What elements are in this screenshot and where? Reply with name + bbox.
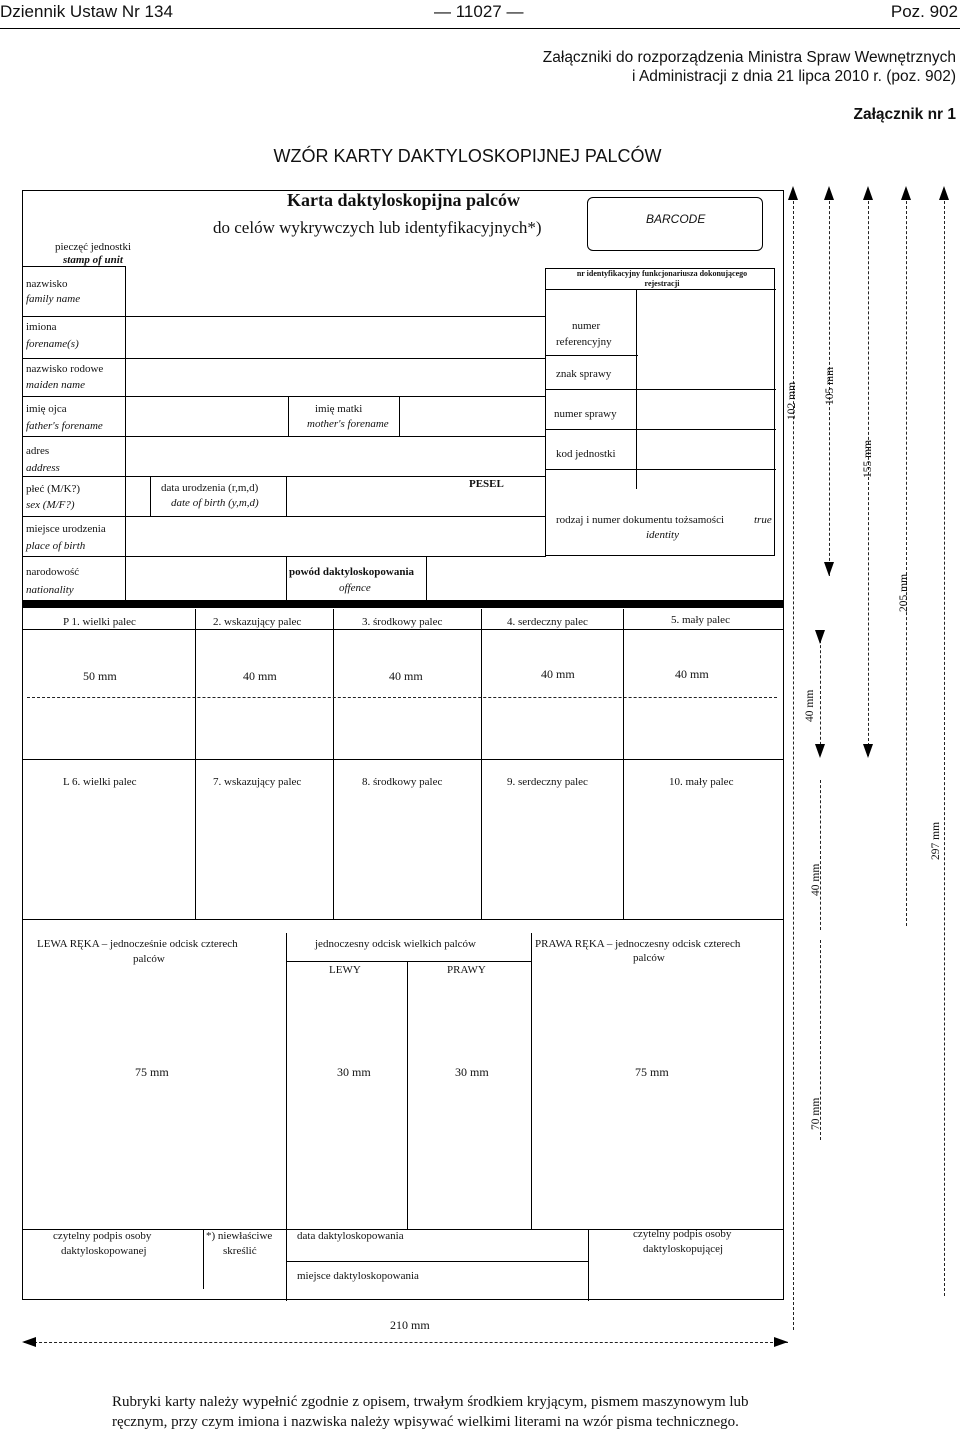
field-pesel: PESEL (469, 478, 504, 490)
finger-r1: P 1. wielki palec (63, 616, 136, 628)
annex-label: Załącznik nr 1 (853, 106, 956, 123)
dim-105: 105 mm (824, 366, 836, 405)
finger-r2: 2. wskazujący palec (213, 616, 302, 628)
sig-officer-label: czytelny podpis osoby (633, 1228, 732, 1240)
dim-155: 155 mm (862, 439, 874, 478)
instructions-line1: Rubryki karty należy wypełnić zgodnie z opisem, trwałym środkiem kryjącym, pismem maszynowym lub (112, 1394, 749, 1410)
dim-102: 102 mm (786, 381, 798, 420)
dim-40b: 40 mm (810, 863, 822, 896)
id-document-label-en2: identity (646, 529, 679, 541)
date-label: data daktyloskopowania (297, 1230, 404, 1242)
officer-id-label: nr identyfikacyjny funkcjonariusza dokonującego rejestracji (576, 269, 748, 288)
finger-l9: 9. serdeczny palec (507, 776, 588, 788)
finger-l8: 8. środkowy palec (362, 776, 443, 788)
field-maiden-name: nazwisko rodowe (26, 363, 104, 375)
admin-panel (545, 268, 775, 556)
field-nationality: narodowość (26, 566, 80, 578)
finger-r4: 4. serdeczny palec (507, 616, 588, 628)
dim-210: 210 mm (390, 1318, 430, 1332)
thumbs-label: jednoczesny odcisk wielkich palców (315, 938, 476, 950)
id-document-label-en1: true (754, 514, 772, 526)
dim-w5: 40 mm (675, 667, 709, 681)
field-mother-en: mother's forename (307, 418, 389, 430)
dim-w2: 40 mm (243, 669, 277, 683)
ref-number-label: numer (572, 320, 601, 332)
dim-s2: 30 mm (337, 1065, 371, 1079)
finger-l7: 7. wskazujący palec (213, 776, 302, 788)
position-number: Poz. 902 (890, 2, 958, 21)
case-mark-label: znak sprawy (556, 368, 612, 380)
field-birthplace-en: place of birth (26, 540, 86, 552)
instructions (112, 1392, 749, 1432)
annex-note (543, 48, 956, 86)
field-address-en: address (26, 462, 60, 474)
field-father-en: father's forename (26, 420, 103, 432)
annex-note-line2: i Administracji z dnia 21 lipca 2010 r. (poz. 902) (632, 68, 956, 85)
dim-40a: 40 mm (804, 689, 816, 722)
field-dob: data urodzenia (r,m,d) (161, 482, 259, 494)
field-nationality-en: nationality (26, 584, 74, 596)
document-title (0, 146, 960, 167)
field-surname-en: family name (26, 293, 81, 305)
left-hand-label-2: palców (133, 953, 165, 965)
field-offence: powód daktyloskopowania (289, 566, 415, 578)
finger-r5: 5. mały palec (671, 614, 730, 626)
field-offence-en: offence (339, 582, 371, 594)
field-mother: imię matki (315, 403, 363, 415)
finger-r3: 3. środkowy palec (362, 616, 443, 628)
ref-number-label-2: referencyjny (556, 336, 612, 348)
field-forenames: imiona (26, 321, 57, 333)
thumb-left-label: LEWY (329, 964, 361, 976)
journal-name: Dziennik Ustaw Nr 134 (0, 2, 173, 21)
dim-w1: 50 mm (83, 669, 117, 683)
dim-w4: 40 mm (541, 667, 575, 681)
dimension-arrows-svg (780, 186, 960, 1306)
page-header (0, 0, 960, 29)
width-arrows-svg (20, 1334, 792, 1352)
field-address: adres (26, 445, 50, 457)
sig-person-label-2: daktyloskopowanej (61, 1245, 147, 1257)
card-title: Karta daktyloskopijna palców (287, 190, 521, 210)
stamp-label-en: stamp of unit (63, 254, 123, 266)
annex-note-line1: Załączniki do rozporządzenia Ministra Spraw Wewnętrznych (542, 49, 956, 66)
dim-205: 205 mm (898, 573, 910, 612)
field-surname: nazwisko (26, 278, 68, 290)
dim-s1: 75 mm (135, 1065, 169, 1079)
field-birthplace: miejsce urodzenia (26, 523, 106, 535)
dim-70: 70 mm (810, 1097, 822, 1130)
dim-w3: 40 mm (389, 669, 423, 683)
fingerprint-card (22, 190, 784, 1300)
right-hand-label: PRAWA RĘKA – jednoczesny odcisk czterech (535, 938, 741, 950)
stamp-label: pieczęć jednostki (55, 241, 132, 253)
page-number: — 11027 — (434, 2, 524, 21)
field-sex: płeć (M/K?) (26, 483, 81, 495)
barcode-label: BARCODE (646, 212, 706, 226)
field-maiden-name-en: maiden name (26, 379, 85, 391)
strike-note-2: skreślić (223, 1245, 257, 1257)
right-hand-label-2: palców (633, 952, 665, 964)
finger-l10: 10. mały palec (669, 776, 734, 788)
id-document-label: rodzaj i numer dokumentu tożsamości (556, 514, 725, 526)
thumb-right-label: PRAWY (447, 964, 486, 976)
left-hand-label: LEWA RĘKA – jednocześnie odcisk czterech (37, 938, 238, 950)
sig-person-label: czytelny podpis osoby (53, 1230, 152, 1242)
sig-officer-label-2: daktyloskopującej (643, 1243, 724, 1255)
field-father: imię ojca (26, 403, 67, 415)
dim-297: 297 mm (930, 821, 942, 860)
instructions-line2: ręcznym, przy czym imiona i nazwiska należy wpisywać wielkimi literami na wzór pisma technicznego. (112, 1414, 739, 1430)
strike-note: *) niewłaściwe (206, 1230, 273, 1242)
field-dob-en: date of birth (y,m,d) (171, 497, 259, 509)
unit-code-label: kod jednostki (556, 448, 616, 460)
place-label: miejsce daktyloskopowania (297, 1270, 419, 1282)
finger-l6: L 6. wielki palec (63, 776, 137, 788)
field-sex-en: sex (M/F?) (26, 499, 75, 511)
card-subtitle: do celów wykrywczych lub identyfikacyjnych*) (213, 218, 542, 237)
case-number-label: numer sprawy (554, 408, 617, 420)
document-title-text: WZÓR KARTY DAKTYLOSKOPIJNEJ PALCÓW (273, 146, 662, 166)
field-forenames-en: forename(s) (26, 338, 79, 350)
dim-s4: 75 mm (635, 1065, 669, 1079)
dim-s3: 30 mm (455, 1065, 489, 1079)
barcode-box (587, 197, 763, 251)
